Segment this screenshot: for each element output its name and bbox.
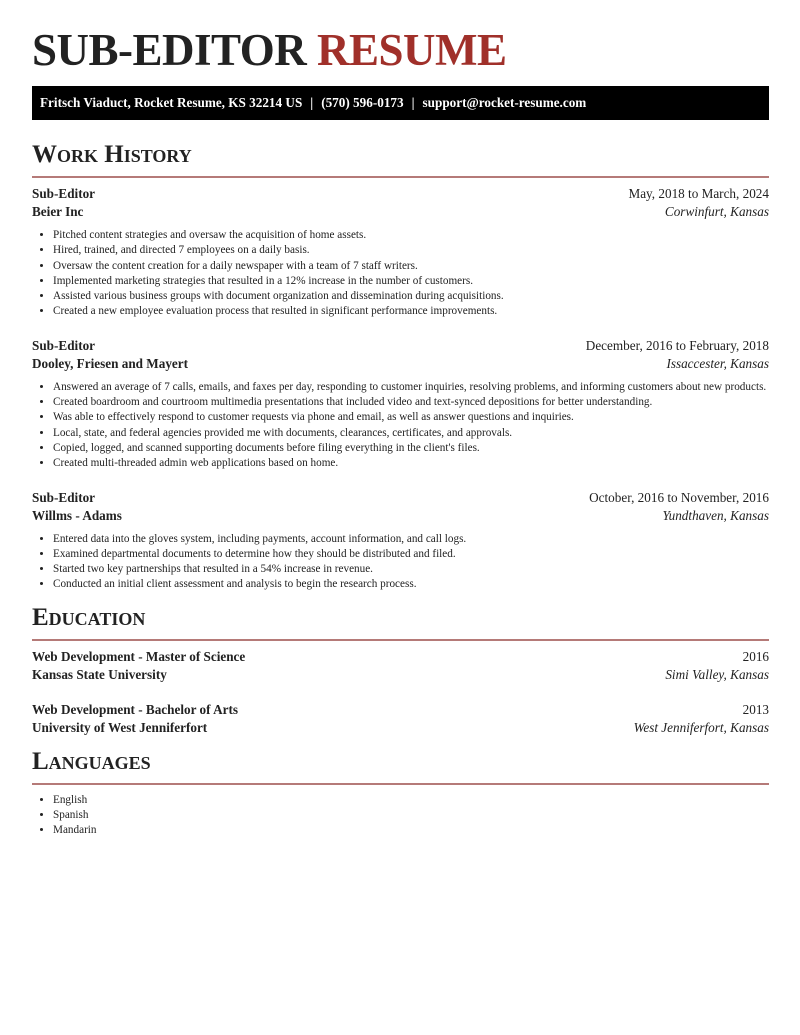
graduation-year: 2016: [742, 648, 769, 664]
job-dates: December, 2016 to February, 2018: [585, 337, 769, 353]
degree: Web Development - Master of Science: [32, 648, 246, 664]
language-item: • Spanish: [53, 808, 769, 823]
bullet-item: • Local, state, and federal agencies provided me with documents, clearances, certificates, and approvals.: [53, 426, 769, 441]
separator: |: [411, 95, 415, 110]
company-name: Beier Inc: [32, 204, 84, 219]
title-accent: RESUME: [317, 25, 507, 75]
job-title: Sub-Editor: [32, 186, 96, 201]
title-main: SUB-EDITOR: [32, 25, 307, 75]
job-title: Sub-Editor: [32, 337, 96, 353]
section-heading-languages: Languages: [32, 747, 769, 785]
entry-header-row: [32, 648, 769, 666]
job-location: Issaccester, Kansas: [666, 355, 769, 371]
entry-header-row: [32, 337, 769, 355]
bullet-item: • Examined departmental documents to determine how they should be distributed and filed.: [53, 547, 769, 562]
contact-bar: [32, 86, 769, 120]
company-name: Willms - Adams: [32, 507, 122, 523]
work-entry: [32, 489, 769, 593]
contact-address: Fritsch Viaduct, Rocket Resume, KS 32214 US: [40, 95, 303, 110]
bullet-item: • Entered data into the gloves system, including payments, account information, and call logs.: [53, 532, 769, 547]
resume-page: [32, 26, 769, 839]
language-item: • Mandarin: [53, 823, 769, 838]
degree: Web Development - Bachelor of Arts: [32, 701, 238, 717]
languages-list: [32, 793, 769, 839]
contact-phone: (570) 596-0173: [321, 95, 404, 110]
bullet-item: • Implemented marketing strategies that resulted in a 12% increase in the number of customers.: [53, 274, 769, 289]
bullet-list: [32, 380, 769, 472]
bullet-item: • Hired, trained, and directed 7 employees on a daily basis.: [53, 243, 769, 258]
entry-header-row: [32, 185, 769, 203]
company-name: Dooley, Friesen and Mayert: [32, 355, 189, 371]
school-location: Simi Valley, Kansas: [665, 666, 769, 682]
bullet-item: • Created boardroom and courtroom multimedia presentations that included video and text-synced depositions for better understanding.: [53, 395, 769, 410]
job-title: Sub-Editor: [32, 489, 96, 505]
school-name: University of West Jenniferfort: [32, 719, 208, 735]
education-entry: [32, 648, 769, 684]
work-history-list: [32, 185, 769, 593]
job-dates: October, 2016 to November, 2016: [589, 489, 769, 505]
bullet-list: [32, 228, 769, 320]
graduation-year: 2013: [742, 701, 769, 717]
bullet-item: • Pitched content strategies and oversaw the acquisition of home assets.: [53, 228, 769, 243]
school-name: Kansas State University: [32, 666, 167, 682]
bullet-list: [32, 532, 769, 593]
job-location: Yundthaven, Kansas: [662, 507, 769, 523]
bullet-item: • Oversaw the content creation for a daily newspaper with a team of 7 staff writers.: [53, 259, 769, 274]
bullet-item: • Assisted various business groups with document organization and dissemination during acquisitions.: [53, 289, 769, 304]
bullet-item: • Answered an average of 7 calls, emails, and faxes per day, responding to customer inquiries, resolving problems, and informing customers about new products.: [53, 380, 769, 395]
bullet-item: • Copied, logged, and scanned supporting documents before filing everything in the client's files.: [53, 441, 769, 456]
entry-header-row: [32, 489, 769, 507]
separator: |: [310, 95, 314, 110]
entry-header-row: [32, 701, 769, 719]
job-location: Corwinfurt, Kansas: [664, 204, 769, 219]
bullet-item: • Conducted an initial client assessment and analysis to begin the research process.: [53, 577, 769, 592]
entry-subheader-row: [32, 203, 769, 221]
bullet-item: • Created multi-threaded admin web applications based on home.: [53, 456, 769, 471]
entry-subheader-row: [32, 719, 769, 737]
section-heading-education: Education: [32, 603, 769, 641]
work-entry: [32, 185, 769, 320]
school-location: West Jenniferfort, Kansas: [633, 719, 769, 735]
entry-subheader-row: [32, 507, 769, 525]
bullet-item: • Started two key partnerships that resulted in a 54% increase in revenue.: [53, 562, 769, 577]
work-entry: [32, 337, 769, 472]
entry-subheader-row: [32, 666, 769, 684]
contact-email[interactable]: support@rocket-resume.com: [422, 95, 587, 110]
job-dates: May, 2018 to March, 2024: [628, 186, 769, 201]
bullet-item: • Was able to effectively respond to customer requests via phone and email, as well as answer questions and inquiries.: [53, 410, 769, 425]
section-heading-work-history: Work History: [32, 140, 769, 178]
page-title: [32, 26, 769, 74]
education-list: [32, 648, 769, 737]
education-entry: [32, 701, 769, 737]
language-item: • English: [53, 793, 769, 808]
entry-subheader-row: [32, 355, 769, 373]
bullet-item: • Created a new employee evaluation process that resulted in significant performance improvements.: [53, 304, 769, 319]
